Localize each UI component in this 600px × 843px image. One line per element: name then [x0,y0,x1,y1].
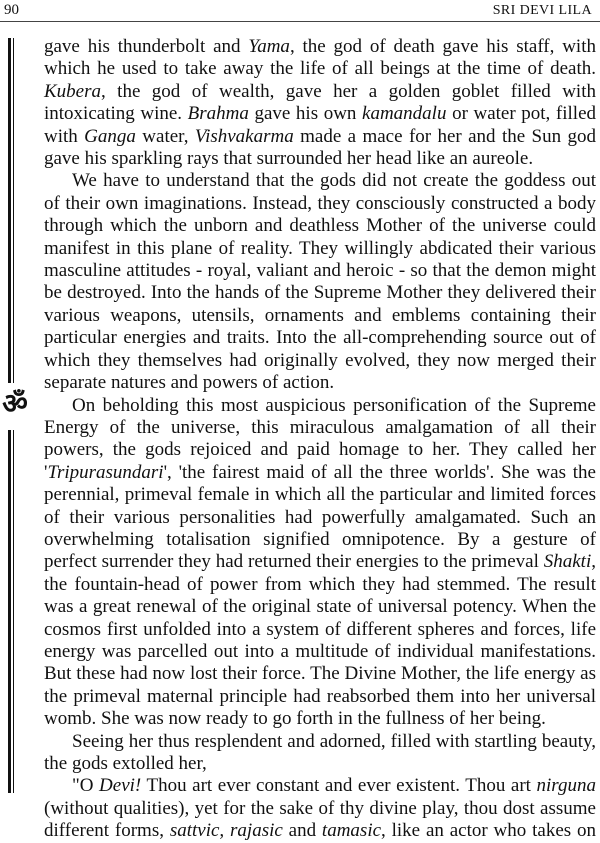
margin-bar-thin-upper [13,38,14,383]
text-run: Thou art ever constant and ever existent. Thou art [141,775,537,797]
paragraph-last [44,775,596,842]
italic-term: kamandalu [362,103,447,125]
paragraph-continued [44,36,596,170]
italic-term: Vishvakarma [194,125,294,147]
italic-term: Ganga [84,125,136,147]
margin-bar-thin-lower [13,430,14,793]
text-run: made a mace for her and the Sun god gave his sparkling rays that surrounded her head like an aureole. [44,125,596,170]
page-number: 90 [4,2,19,18]
italic-term: tamasic [321,820,382,842]
paragraph [44,731,596,776]
italic-term: Shakti [543,551,592,573]
text-run: and [282,820,322,842]
text-run: We have to understand that the gods did not create the goddess out of their own imaginations. Instead, they consciously constructed a body through which the unborn and deathless Mother of the universe could manifest in this plane of reality. They willingly abdicated their various masculine attitudes - royal, valiant and heroic - so that the demon might be destroyed. Into the hands of the Supreme Mother they delivered their various weapons, utensils, ornaments and emblems containing their particular energies and traits. Into the all-comprehending source out of which they themselves had originally evolved, they now merged their separate natures and powers of action. [44,170,596,394]
running-head: SRI DEVI LILA [492,3,592,18]
text-run: gave his thunderbolt and [44,36,249,57]
margin-bar-thick-upper [8,38,11,383]
text-run: , like an actor who takes on [381,820,596,842]
italic-term: sattvic, rajasic [169,820,283,842]
text-run: , the god of death gave his staff, with which he used to take away the life of all beings at the time of death. [44,36,596,80]
text-run: gave his own [248,103,363,125]
italic-term: Devi! [99,775,142,797]
margin-bar-thick-lower [8,430,11,793]
body-text [44,36,596,843]
italic-term: nirguna [536,775,596,797]
text-run: Seeing her thus resplendent and adorned, filled with startling beauty, the gods extolled her, [44,730,596,774]
italic-term: Yama [248,36,290,57]
italic-term: Tripurasundari [47,461,164,483]
text-run: On beholding this most auspicious personification of the Supreme Energy of the universe, this miraculous amalgamation of all their powers, the gods rejoiced and paid homage to her. They called her ' [44,394,596,483]
paragraph [44,395,596,731]
italic-term: Brahma [187,103,249,125]
italic-term: Kubera [44,80,101,102]
header-rule [0,21,600,22]
text-run: , the god of wealth, gave her a golden goblet filled with intoxicating wine. [44,80,596,125]
text-run: (without qualities), yet for the sake of thy divine play, thou dost assume different forms, [44,797,596,842]
margin-ornament [0,30,30,793]
paragraph [44,170,596,394]
om-symbol-icon: ॐ [2,387,28,420]
text-run: "O [72,775,100,797]
text-run: , the fountain-head of power from which they had stemmed. The result was a great renewal of the original state of universal potency. When the cosmos first unfolded into a system of different spheres and forces, life energy was parcelled out into a multitude of individual manifestations. But these had now lost their force. The Divine Mother, the life energy as the primeval maternal principle had reabsorbed them into her universal womb. She was now ready to go forth in the fullness of her being. [44,551,596,730]
text-run: water, [135,125,195,147]
text-run: or water pot, filled with [44,103,596,147]
text-run: ', 'the fairest maid of all the three worlds'. She was the perennial, primeval female in which all the particular and limited forces of their various personalities had powerfully amalgamated. Such an overwhelming totalisation signified omnipotence. By a gesture of perfect surrender they had returned their energies to the primeval [44,461,596,573]
